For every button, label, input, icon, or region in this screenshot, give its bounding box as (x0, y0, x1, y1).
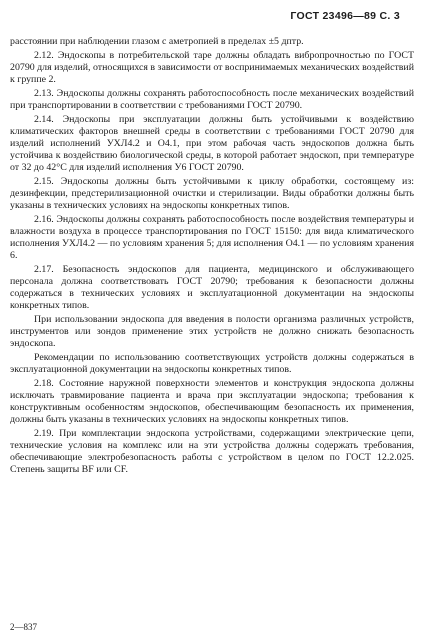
page-footer-signature: 2—837 (10, 622, 37, 632)
paragraph-2-18: 2.18. Состояние наружной поверхности элементов и конструкция эндоскопа должны исключать травмирование пациента и врача при эксплуатации эндоскопа; требования к конструктивным особенностям эндоскопов, обеспечивающим безопасность их применения, должны быть указаны в технических условиях на эндоскопы конкретных типов. (10, 378, 414, 425)
paragraph-2-13: 2.13. Эндоскопы должны сохранять работоспособность после механических воздействий при транспортировании в соответствии с требованиями ГОСТ 20790. (10, 88, 414, 111)
paragraph-2-15: 2.15. Эндоскопы должны быть устойчивыми к циклу обработки, состоящему из: дезинфекции, предстерилизационной очистки и стерилизации. Виды обработки должны быть указаны в технических условиях на эндоскопы конкретных типов. (10, 176, 414, 211)
paragraph-recommendations: Рекомендации по использованию соответствующих устройств должны содержаться в эксплуатационной документации на эндоскопы конкретных типов. (10, 352, 414, 375)
paragraph-2-12: 2.12. Эндоскопы в потребительской таре должны обладать вибропрочностью по ГОСТ 20790 для изделий, относящихся в зависимости от воспринимаемых механических воздействий к группе 2. (10, 50, 415, 85)
paragraph-devices-safety: При использовании эндоскопа для введения в полости организма различных устройств, инструментов или зондов применение этих устройств не должно снижать безопасность эндоскопа. (10, 314, 414, 349)
paragraph-2-17: 2.17. Безопасность эндоскопов для пациента, медицинского и обслуживающего персонала должна соответствовать ГОСТ 20790; требования к безопасности должны содержаться в технических условиях и эксплуатационной документации на эндоскопы конкретных типов. (10, 264, 414, 311)
paragraph-2-16: 2.16. Эндоскопы должны сохранять работоспособность после воздействия температуры и влажности воздуха в процессе транспортирования по ГОСТ 15150: для вида климатического исполнения УХЛ4.2 — по условиям хранения 5; для исполнения О4.1 — по условиям хранения 6. (10, 214, 414, 261)
paragraph-2-19: 2.19. При комплектации эндоскопа устройствами, содержащими электрические цепи, технические условия на комплекс или на эти устройства должны содержать требования, обеспечивающие электробезопасность работы с устройством в целом по ГОСТ 12.2.025. Степень защиты BF или CF. (10, 428, 414, 475)
paragraph-1-continuation: расстоянии при наблюдении глазом с аметропией в пределах ±5 дптр. (10, 36, 304, 47)
paragraph-2-14: 2.14. Эндоскопы при эксплуатации должны быть устойчивыми к воздействию климатических факторов внешней среды в соответствии с требованиями ГОСТ 20790 для изделий исполнений УХЛ4.2 и О4.1, при этом рабочая часть эндоскопов должна быть устойчива к воздействию биологической среды, в которой работает эндоскоп, при температуре от 32 до 42°С для изделий исполнения У6 ГОСТ 20790. (10, 114, 414, 173)
body-text (10, 36, 414, 478)
page-header: ГОСТ 23496—89 С. 3 (290, 10, 400, 22)
